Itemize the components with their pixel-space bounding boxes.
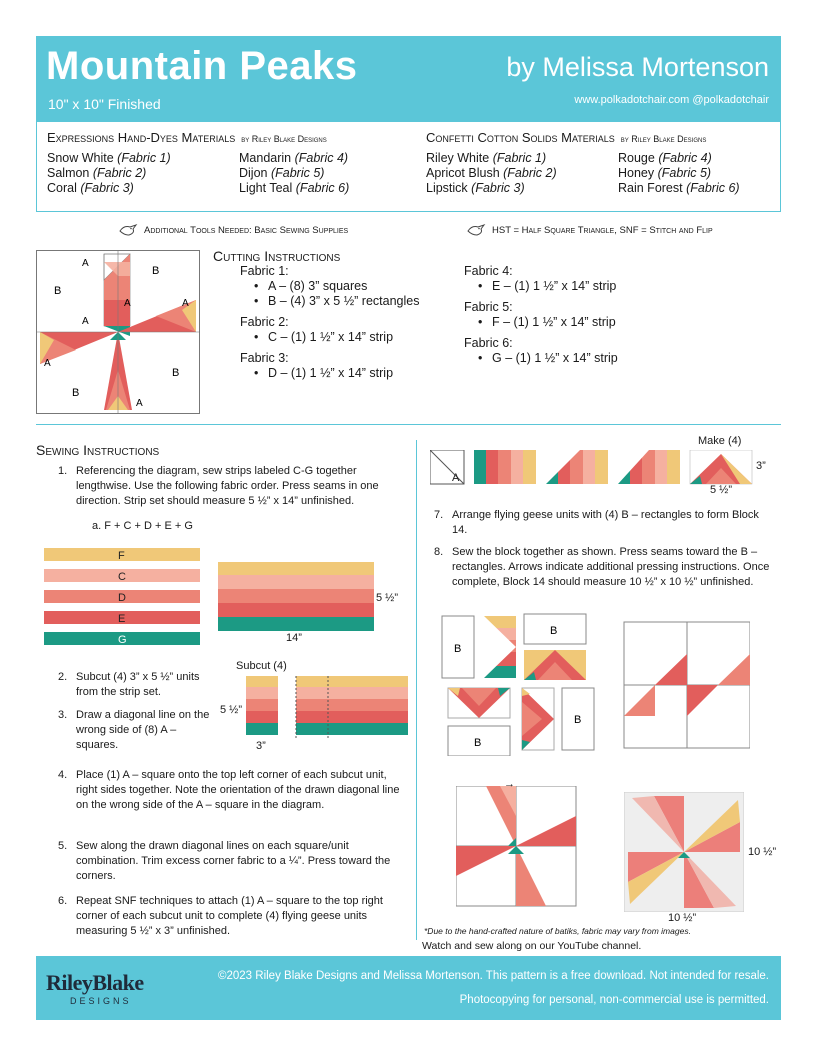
fabric-name: Lipstick	[426, 181, 472, 195]
fabric-name: Rain Forest	[618, 181, 687, 195]
fabric-number: (Fabric 5)	[270, 166, 325, 180]
fabric-number: (Fabric 2)	[503, 166, 557, 180]
step-1-text: Referencing the diagram, sew strips labeled C-G together lengthwise. Use the following fabric order. Press seams in one direction. Strip set should measure 5 ½” x 14” unfinished.	[76, 465, 379, 507]
cutting-fabric-label: Fabric 3:	[240, 351, 289, 365]
svg-text:A: A	[82, 258, 89, 269]
step-6: 6. Repeat SNF techniques to attach (1) A – square to the top right corner of each subcut unit to complete (4) flying geese units measuring 5 ½” x 3” unfinished.	[58, 895, 383, 937]
tools-note	[118, 223, 348, 237]
subcut-height: 5 ½”	[220, 704, 243, 716]
fabric-number: (Fabric 2)	[92, 166, 147, 180]
tools-text: Additional Tools Needed: Basic Sewing Supplies	[144, 224, 349, 236]
cutting-item: • G – (1) 1 ½” x 14” strip	[482, 351, 618, 366]
abbrev-text: HST = Half Square Triangle, SNF = Stitch and Flip	[492, 224, 713, 236]
svg-text:A: A	[182, 298, 189, 309]
step-5-text: Sew along the drawn diagonal lines on each square/unit combination. Trim excess corner fabric to a ¼”. Press toward the corners.	[76, 840, 391, 882]
step-1	[58, 464, 408, 509]
confetti-item	[618, 166, 798, 180]
fabric-name: Coral	[47, 181, 81, 195]
expressions-item	[47, 151, 239, 165]
step-4: 4. Place (1) A – square onto the top left corner of each subcut unit, right sides together. Note the orientation of the drawn diagonal line on the wrong side of the A – square in the diagram.	[58, 769, 400, 811]
riley-blake-logo: RileyBlake DESIGNS	[46, 970, 144, 1006]
cutting-list-left	[240, 264, 419, 381]
cutting-item: • E – (1) 1 ½” x 14” strip	[482, 279, 618, 294]
fabric-name: Light Teal	[239, 181, 296, 195]
step-2-text: Subcut (4) 3” x 5 ½” units from the strip set.	[76, 671, 200, 698]
fabric-name: Rouge	[618, 151, 659, 165]
bird-icon	[466, 223, 488, 237]
photocopy-note: Photocopying for personal, non-commercial use is permitted.	[459, 994, 769, 1006]
section-divider	[36, 424, 781, 425]
step-6-text: Repeat SNF techniques to attach (1) A – square to the top right corner of each subcut unit to complete (4) flying geese units measuring 5 ½” x 3” unfinished.	[76, 895, 383, 937]
step-3: 3. Draw a diagonal line on the wrong side of (8) A – squares.	[58, 709, 210, 751]
svg-text:A: A	[44, 358, 51, 369]
confetti-item	[426, 181, 618, 195]
strip-label: D	[118, 592, 126, 604]
final-height: 10 ½”	[748, 846, 777, 858]
geese-width: 5 ½”	[710, 484, 733, 496]
svg-text:A: A	[82, 316, 89, 327]
fabric-name: Mandarin	[239, 151, 295, 165]
cutting-fabric-label: Fabric 4:	[464, 264, 513, 278]
svg-text:B: B	[574, 714, 582, 726]
fabric-number: (Fabric 4)	[294, 151, 349, 165]
expressions-item	[239, 181, 419, 195]
footer-banner	[36, 956, 781, 1020]
confetti-item	[426, 151, 618, 165]
cutting-fabric-label: Fabric 6:	[464, 336, 513, 350]
step-1a: a. F + C + D + E + G	[92, 520, 193, 532]
assembly-diagram	[440, 612, 750, 756]
strip-label: F	[118, 550, 125, 562]
cutting-items	[258, 366, 419, 381]
step-2: 2. Subcut (4) 3” x 5 ½” units from the strip set.	[58, 671, 200, 698]
fabric-name: Apricot Blush	[426, 166, 504, 180]
step-8-text: Sew the block together as shown. Press seams toward the B – rectangles. Arrows indicate additional pressing instructions. Once complete, Block 14 should measure 10 ½” x 10 ½” unfinished.	[452, 546, 770, 588]
website-links[interactable]: www.polkadotchair.com @polkadotchair	[574, 94, 769, 106]
column-divider	[416, 440, 417, 940]
expressions-item	[47, 166, 239, 180]
cutting-items	[482, 351, 618, 366]
step-8: 8. Sew the block together as shown. Press seams toward the B – rectangles. Arrows indicate additional pressing instructions. Once complete, Block 14 should measure 10 ½” x 10 ½” unfinished.	[434, 546, 770, 588]
svg-text:A: A	[136, 398, 143, 409]
confetti-item	[618, 181, 798, 195]
expressions-heading: Expressions Hand-Dyes Materials	[47, 130, 236, 145]
finished-block-photo	[624, 792, 744, 912]
expressions-item	[239, 151, 419, 165]
confetti-heading: Confetti Cotton Solids Materials	[426, 130, 615, 145]
svg-text:B: B	[454, 643, 462, 655]
author: by Melissa Mortenson	[506, 52, 769, 82]
svg-text:B: B	[54, 285, 62, 297]
subcut-label: Subcut (4)	[236, 660, 287, 672]
strip-label: G	[118, 634, 127, 646]
fabric-number: (Fabric 6)	[686, 181, 740, 195]
block-assembled-diagram	[456, 786, 580, 910]
strip-set-diagram	[218, 562, 378, 634]
sewing-title: Sewing Instructions	[36, 442, 160, 458]
expressions-materials	[47, 130, 419, 195]
materials-section	[36, 122, 781, 212]
svg-text:B: B	[474, 737, 482, 749]
cutting-item: • F – (1) 1 ½” x 14” strip	[482, 315, 618, 330]
fabric-number: (Fabric 3)	[80, 181, 134, 195]
expressions-by: by Riley Blake Designs	[241, 134, 327, 144]
strip-label: E	[118, 613, 126, 625]
strip-set-height: 5 ½”	[376, 592, 399, 604]
youtube-note[interactable]: Watch and sew along on our YouTube channel.	[422, 940, 642, 952]
cutting-items	[482, 315, 618, 330]
strips-diagram	[44, 546, 202, 650]
cutting-fabric-label: Fabric 5:	[464, 300, 513, 314]
cutting-list-right	[464, 264, 618, 366]
step-7: 7. Arrange flying geese units with (4) B – rectangles to form Block 14.	[434, 509, 759, 536]
batik-note: *Due to the hand-crafted nature of batiks, fabric may vary from images.	[424, 926, 691, 936]
step-3-text: Draw a diagonal line on the wrong side of (8) A – squares.	[76, 709, 210, 751]
fabric-number: (Fabric 5)	[657, 166, 712, 180]
cutting-fabric-label: Fabric 2:	[240, 315, 289, 329]
finished-size: 10" x 10" Finished	[48, 96, 161, 112]
step-5: 5. Sew along the drawn diagonal lines on each square/unit combination. Trim excess corner fabric to a ¼”. Press toward the corners.	[58, 840, 391, 882]
copyright: ©2023 Riley Blake Designs and Melissa Mortenson. This pattern is a free download. Not intended for resale.	[218, 970, 769, 982]
confetti-item	[426, 166, 618, 180]
fabric-name: Honey	[618, 166, 658, 180]
fabric-number: (Fabric 1)	[492, 151, 547, 165]
square-label-a: A	[452, 472, 460, 484]
strip-set-width: 14”	[286, 632, 302, 644]
bird-icon	[118, 223, 140, 237]
fabric-number: (Fabric 4)	[658, 151, 712, 165]
svg-text:B: B	[550, 625, 558, 637]
pattern-title: Mountain Peaks	[46, 44, 358, 88]
subcut-diagram	[246, 676, 408, 740]
header-banner	[36, 36, 781, 122]
fabric-number: (Fabric 6)	[295, 181, 350, 195]
expressions-item	[47, 181, 239, 195]
confetti-materials	[426, 130, 798, 195]
confetti-list	[426, 151, 798, 195]
cutting-item: • B – (4) 3” x 5 ½” rectangles	[258, 294, 419, 309]
cutting-title: Cutting Instructions	[213, 248, 341, 264]
cutting-items	[258, 279, 419, 309]
step-number: 1.	[58, 465, 68, 477]
fabric-name: Snow White	[47, 151, 118, 165]
cutting-item: • C – (1) 1 ½” x 14” strip	[258, 330, 419, 345]
subcut-width: 3”	[256, 740, 266, 752]
fabric-name: Salmon	[47, 166, 93, 180]
confetti-by: by Riley Blake Designs	[620, 134, 707, 144]
make-label: Make (4)	[698, 435, 742, 447]
cutting-fabric-label: Fabric 1:	[240, 264, 289, 278]
arrow-right-icon: →	[504, 778, 515, 790]
svg-text:B: B	[152, 265, 160, 277]
cutting-item: • D – (1) 1 ½” x 14” strip	[258, 366, 419, 381]
final-width: 10 ½”	[668, 912, 697, 924]
fabric-name: Riley White	[426, 151, 493, 165]
svg-text:A: A	[124, 298, 131, 309]
cutting-items	[482, 279, 618, 294]
flying-geese-steps	[430, 450, 760, 486]
expressions-list	[47, 151, 419, 195]
block-diagram	[36, 250, 200, 414]
strip-label: C	[118, 571, 126, 583]
step-4-text: Place (1) A – square onto the top left corner of each subcut unit, right sides together. Note the orientation of the drawn diagonal line on the wrong side of the A – square in the diagram.	[76, 769, 400, 811]
fabric-number: (Fabric 3)	[471, 181, 525, 195]
geese-height: 3”	[756, 460, 766, 472]
cutting-item: • A – (8) 3” squares	[258, 279, 419, 294]
abbrev-note	[466, 223, 713, 237]
step-7-text: Arrange flying geese units with (4) B – rectangles to form Block 14.	[452, 509, 759, 536]
svg-text:B: B	[172, 367, 180, 379]
fabric-number: (Fabric 1)	[117, 151, 171, 165]
expressions-item	[239, 166, 419, 180]
fabric-name: Dijon	[239, 166, 271, 180]
svg-text:B: B	[72, 387, 80, 399]
cutting-items	[258, 330, 419, 345]
confetti-item	[618, 151, 798, 165]
